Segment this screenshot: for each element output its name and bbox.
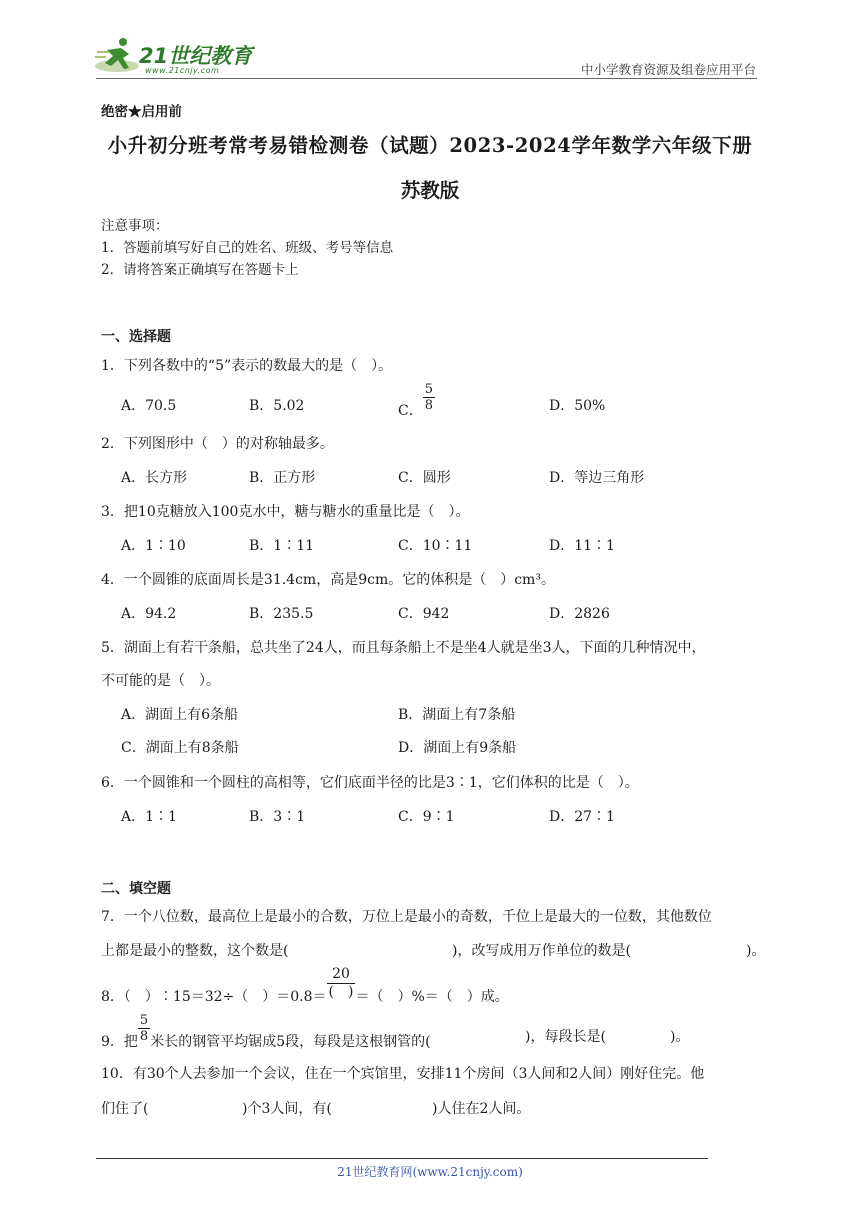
q1-option-b: B．5.02 [249, 398, 305, 414]
fraction-numerator: 5 [424, 382, 433, 397]
question-5-stem: 5．湖面上有若干条船，总共坐了24人，而且每条船上不是坐4人就是坐3人，下面的几种情况中， [101, 640, 706, 656]
q1-option-c-prefix: C． [398, 402, 423, 419]
footer-link[interactable]: 21世纪教育网(www.21cnjy.com) [337, 1165, 523, 1179]
note-item: 2．请将答案正确填写在答题卡上 [101, 262, 299, 278]
question-1-stem: 1．下列各数中的“5”表示的数最大的是（ ）。 [101, 358, 393, 374]
question-10-line1: 10．有30个人去参加一个会议，住在一个宾馆里，安排11个房间（3人间和2人间）刚好住完。他 [101, 1066, 705, 1082]
q5-option-b: B．湖面上有7条船 [398, 707, 516, 723]
q6-option-c: C．9∶1 [398, 809, 455, 825]
q1-option-a: A．70.5 [121, 398, 177, 414]
question-7-line2a: 上都是最小的整数，这个数是( [101, 943, 289, 959]
note-item: 1．答题前填写好自己的姓名、班级、考号等信息 [101, 240, 394, 256]
fraction-numerator: 20 [332, 966, 350, 982]
q2-option-b: B．正方形 [249, 470, 316, 486]
header-platform-text: 中小学教育资源及组卷应用平台 [580, 62, 756, 77]
question-10-line2c: )人住在2人间。 [432, 1101, 531, 1117]
page-title-line1: 小升初分班考常考易错检测卷（试题）2023-2024学年数学六年级下册 [107, 134, 753, 157]
q9-part2: 米长的钢管平均锯成5段，每段是这根钢管的( [150, 1033, 431, 1050]
notes-heading: 注意事项： [101, 218, 169, 234]
q8-fraction [327, 966, 356, 1001]
question-7-line2c: )。 [746, 943, 766, 959]
question-7-line1: 7．一个八位数，最高位上是最小的合数，万位上是最小的奇数，千位上是最大的一位数，其他数位 [101, 909, 712, 925]
q1-option-c [398, 382, 435, 419]
q2-option-c: C．圆形 [398, 470, 451, 486]
page-title-line2: 苏教版 [400, 179, 460, 202]
q6-option-a: A．1∶1 [121, 809, 177, 825]
q4-option-a: A．94.2 [121, 606, 177, 622]
q2-option-a: A．长方形 [121, 470, 188, 486]
fraction-denominator: 8 [139, 1029, 149, 1044]
logo-url: www.21cnjy.com [145, 66, 220, 75]
question-8 [101, 966, 509, 1005]
q2-option-d: D．等边三角形 [549, 470, 645, 486]
q3-option-d: D．11∶1 [549, 538, 615, 554]
fraction-numerator: 5 [139, 1013, 149, 1028]
header-divider [96, 78, 757, 79]
footer-divider [96, 1158, 708, 1159]
question-10-line2a: 们住了( [101, 1101, 149, 1117]
q9-part3: )，每段长是( [525, 1029, 606, 1045]
q9-part4: )。 [670, 1029, 690, 1045]
question-6-stem: 6．一个圆锥和一个圆柱的高相等，它们底面半径的比是3∶1，它们体积的比是（ ）。 [101, 775, 639, 791]
secret-label: 绝密★启用前 [101, 104, 182, 120]
question-9 [101, 1013, 431, 1050]
q1-option-d: D．50% [549, 398, 606, 414]
logo-text: 21世纪教育 [139, 44, 253, 68]
q5-option-a: A．湖面上有6条船 [121, 707, 239, 723]
section-heading-choice: 一、选择题 [101, 329, 171, 345]
q9-fraction [138, 1013, 150, 1044]
question-7-line2b: )，改写成用万作单位的数是( [452, 943, 631, 959]
q3-option-a: A．1∶10 [121, 538, 186, 554]
q8-part2: ＝（ ）%＝（ ）成。 [355, 988, 509, 1005]
q8-part1: 8．（ ）∶15＝32÷（ ）＝0.8＝ [101, 988, 327, 1005]
q4-option-c: C．942 [398, 606, 450, 622]
site-logo [93, 36, 258, 80]
q3-option-b: B．1∶11 [249, 538, 315, 554]
q6-option-d: D．27∶1 [549, 809, 615, 825]
question-5-stem-cont: 不可能的是（ ）。 [101, 673, 220, 689]
question-4-stem: 4．一个圆锥的底面周长是31.4cm，高是9cm。它的体积是（ ）cm³。 [101, 572, 555, 588]
q1-option-c-fraction [423, 382, 435, 413]
question-3-stem: 3．把10克糖放入100克水中，糖与糖水的重量比是（ ）。 [101, 504, 470, 520]
section-heading-fill: 二、填空题 [101, 881, 171, 897]
question-10-line2b: )个3人间，有( [242, 1101, 332, 1117]
q5-option-c: C．湖面上有8条船 [121, 740, 239, 756]
q5-option-d: D．湖面上有9条船 [398, 740, 517, 756]
q4-option-b: B．235.5 [249, 606, 314, 622]
q6-option-b: B．3∶1 [249, 809, 306, 825]
fraction-denominator: ( ) [328, 984, 354, 1000]
q3-option-c: C．10∶11 [398, 538, 473, 554]
q4-option-d: D．2826 [549, 606, 610, 622]
q9-part1: 9．把 [101, 1033, 138, 1050]
fraction-denominator: 8 [424, 398, 433, 413]
question-2-stem: 2．下列图形中（ ）的对称轴最多。 [101, 436, 334, 452]
